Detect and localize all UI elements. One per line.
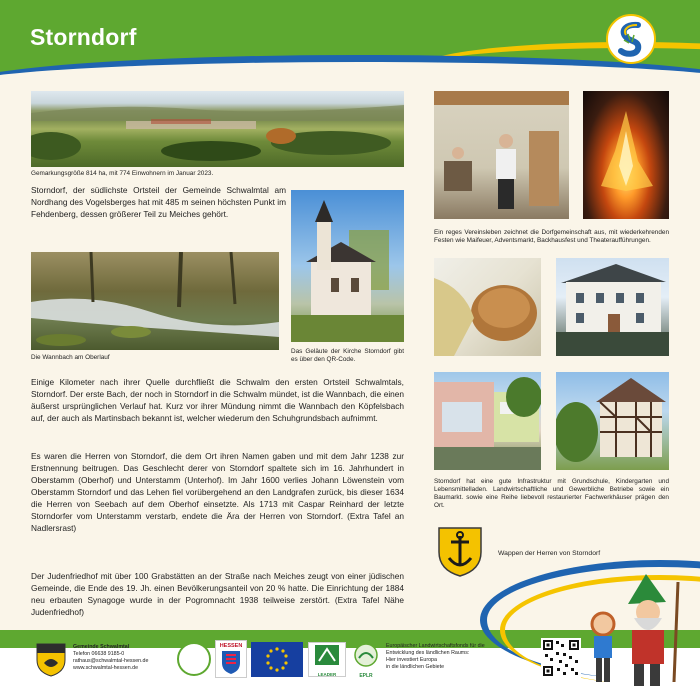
eu-funding-text bbox=[386, 643, 501, 671]
paragraph-judenfriedhof: Der Judenfriedhof mit über 100 Grabstätten an der Straße nach Meiches zeugt von einer jüdischen Gemeinde, die Ende des 19. Jh. einen Bevölkerungsanteil von 20 % hatte. Die Einrichtung der 1884 neu erbauten Synagoge wurde in der Pogromnacht 1938 teilweise zerstört. (Extra Tafel Nähe Judenfriedhof) bbox=[31, 571, 404, 617]
intro-paragraph: Storndorf, der südlichste Ortsteil der Gemeinde Schwalmtal am Nordhang des Vogelsberges hat mit 485 m seinen höchsten Punkt im Fehdenberg, dessen größerer Teil zu Meiches gehört. bbox=[31, 185, 286, 219]
church-caption: Das Geläute der Kirche Storndorf gibt es über den QR-Code. bbox=[291, 348, 404, 363]
bread-photo bbox=[434, 258, 541, 356]
hessen-label: HESSEN bbox=[219, 643, 243, 649]
fire-illustration bbox=[583, 91, 669, 219]
footer-email[interactable]: rathaus@schwalmtal-hessen.de bbox=[73, 658, 149, 664]
paragraph-schwalm: Einige Kilometer nach ihrer Quelle durchfließt die Schwalm den ersten Ortsteil Schwalmtals, Storndorf. Der erste Bach, der noch in Storndorf in die Schwalm mündet, ist die Wannbach, die einen äußerst ursprünglichen Verlauf hat. Kurz vor ihrer Mündung nimmt die Wannbach den Köpfelsbach auf, der auch als Martinsbach bekannt ist, welcher wiederum den Schuhgrundsbach aufnimmt. bbox=[31, 377, 404, 423]
landscape-caption: Gemarkungsgröße 814 ha, mit 774 Einwohnern im Januar 2023. bbox=[31, 170, 214, 177]
mascot-child bbox=[588, 606, 618, 688]
footer-website[interactable]: www.schwalmtal-hessen.de bbox=[73, 665, 139, 671]
eplr-label: EPLR bbox=[359, 673, 373, 679]
shop-illustration bbox=[434, 372, 541, 470]
leader-label: LEADER bbox=[317, 672, 337, 677]
paragraph-herren: Es waren die Herren von Storndorf, die dem Ort ihren Namen gaben und mit dem Jahr 1238 zur Erstnennung beitrugen. Das Geschlecht derer von Storndorf spaltete sich im 16. Jahrhundert in Oberstamm (Oberhof) und Unterstamm (Unterhof). Im Jahr 1600 verlies Johann Löwenstein vom Oberstamm Storndorf und das Lehen fiel vorübergehend an den Landgrafen zurück, bis dieser 1634 die Herren von Seebach auf dem Oberhof einsetzte. Als 1713 mit Caspar Reinhard der letzte Storndorfer vom Unterstamm verstarb, endete die Ära der Herren von Storndorf. (Extra Tafel an Nadlersrast) bbox=[31, 451, 404, 533]
municipal-crest-icon bbox=[36, 643, 66, 677]
leader-icon bbox=[309, 643, 345, 667]
fachwerk-illustration bbox=[556, 372, 669, 470]
wannbach-photo bbox=[31, 252, 279, 350]
hessen-lion-icon bbox=[216, 649, 246, 675]
wannbach-illustration bbox=[31, 252, 279, 350]
hessen-logo bbox=[215, 640, 247, 678]
eu-stars-icon bbox=[251, 642, 303, 677]
eplr-icon bbox=[351, 642, 381, 668]
page-title: Storndorf bbox=[30, 24, 137, 50]
mascot-gnome bbox=[618, 572, 690, 690]
qr-code[interactable] bbox=[541, 638, 581, 678]
church-illustration bbox=[291, 190, 404, 342]
theater-illustration bbox=[434, 91, 569, 219]
eplr-logo bbox=[351, 642, 381, 677]
eu-text-line-4: in die ländlichen Gebiete bbox=[386, 664, 445, 670]
landscape-illustration bbox=[31, 91, 404, 167]
wappen-shield bbox=[437, 526, 483, 578]
eu-flag bbox=[251, 642, 303, 677]
vogelsberg-round-logo bbox=[177, 642, 211, 676]
wappen-caption: Wappen der Herren von Storndorf bbox=[498, 550, 601, 557]
school-illustration bbox=[556, 258, 669, 356]
wannbach-caption: Die Wannbach am Oberlauf bbox=[31, 354, 110, 361]
mascot-gnome-illustration bbox=[618, 572, 690, 690]
theater-photo bbox=[434, 91, 569, 219]
eu-text-line-1: Europäischer Landwirtschaftsfonds für die bbox=[386, 643, 485, 649]
eu-text-line-3: Hier investiert Europa bbox=[386, 657, 437, 663]
header-band bbox=[0, 0, 700, 78]
footer-phone: Telefon 06638 9185-0 bbox=[73, 651, 125, 657]
church-photo bbox=[291, 190, 404, 342]
infrastruktur-caption: Storndorf hat eine gute Infrastruktur mit Grundschule, Kindergarten und Lebensmittelladen. Landwirtschaftliche und Gewerbliche Betriebe sowie ein Baumarkt. sowie eine Reihe liebevoll restaurierter Fachwerkhäuser prägen den Ort. bbox=[434, 478, 669, 509]
schwalmtal-logo bbox=[606, 14, 656, 64]
bread-illustration bbox=[434, 258, 541, 356]
shop-photo bbox=[434, 372, 541, 470]
vereinsleben-caption: Ein reges Vereinsleben zeichnet die Dorfgemeinschaft aus, mit wiederkehrenden Festen wie Maifeuer, Adventsmarkt, Backhausfest und Theateraufführungen. bbox=[434, 229, 669, 244]
footer-municipality bbox=[73, 644, 129, 651]
school-photo bbox=[556, 258, 669, 356]
eu-text-line-2: Entwicklung des ländlichen Raums: bbox=[386, 650, 470, 656]
fachwerk-photo bbox=[556, 372, 669, 470]
schwalmtal-logo-icon bbox=[608, 16, 654, 62]
schwalmtal-wappen-footer bbox=[36, 643, 66, 677]
maifeuer-photo bbox=[583, 91, 669, 219]
footer-municipality-name: Gemeinde Schwalmtal bbox=[73, 644, 130, 650]
leader-logo bbox=[308, 642, 346, 677]
wappen-anchor-icon bbox=[437, 526, 483, 578]
mascot-child-illustration bbox=[588, 606, 618, 688]
landscape-photo bbox=[31, 91, 404, 167]
qr-code-icon bbox=[541, 638, 581, 678]
